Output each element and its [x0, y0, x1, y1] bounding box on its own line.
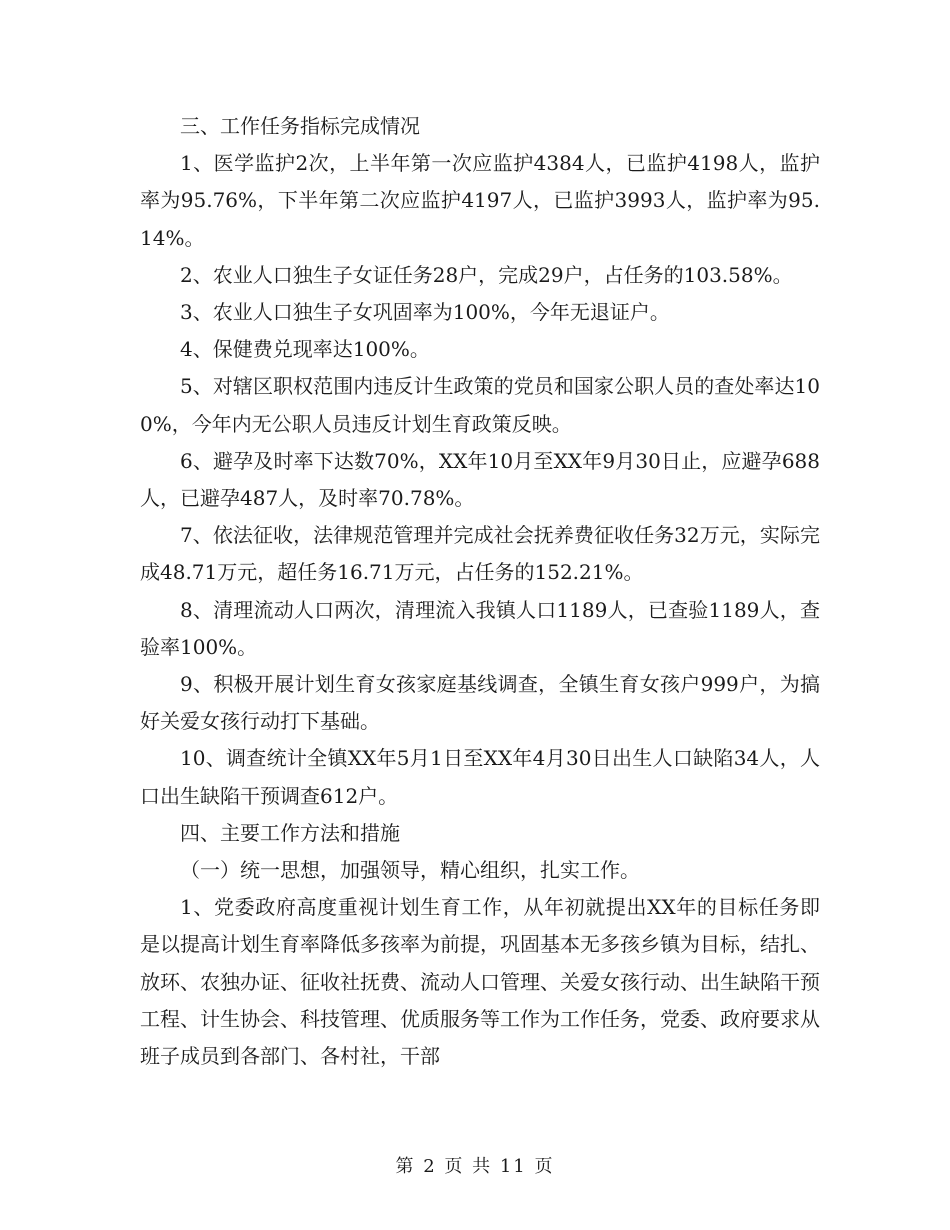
- paragraph-item-1: 1、医学监护2次，上半年第一次应监护4384人，已监护4198人，监护率为95.76%，下半年第二次应监护4197人，已监护3993人，监护率为95.14%。: [140, 151, 820, 250]
- paragraph-item-4: 4、保健费兑现率达100%。: [180, 337, 430, 362]
- paragraph-item-2: 2、农业人口独生子女证任务28户，完成29户，占任务的103.58%。: [180, 262, 793, 287]
- paragraph-item-7: 7、依法征收，法律规范管理并完成社会抚养费征收任务32万元，实际完成48.71万元，超任务16.71万元，占任务的152.21%。: [140, 523, 820, 585]
- paragraph-measure-1: 1、党委政府高度重视计划生育工作，从年初就提出XX年的目标任务即是以提高计划生育率降低多孩率为前提，巩固基本无多孩乡镇为目标，结扎、放环、农独办证、征收社抚费、流动人口管理、关爱女孩行动、出生缺陷干预工程、计生协会、科技管理、优质服务等工作为工作任务，党委、政府要求从班子成员到各部门、各村社，干部: [140, 895, 820, 1069]
- paragraph-item-5: 5、对辖区职权范围内违反计生政策的党员和国家公职人员的查处率达100%，今年内无公职人员违反计划生育政策反映。: [140, 374, 820, 436]
- section-heading-3: 三、工作任务指标完成情况: [180, 114, 420, 138]
- section-heading-4: 四、主要工作方法和措施: [180, 820, 400, 845]
- paragraph-item-3: 3、农业人口独生子女巩固率为100%，今年无退证户。: [180, 300, 670, 325]
- page-footer: 第 2 页 共 11 页: [395, 1156, 555, 1177]
- subsection-heading-1: （一）统一思想，加强领导，精心组织，扎实工作。: [180, 858, 640, 883]
- paragraph-item-6: 6、避孕及时率下达数70%，XX年10月至XX年9月30日止，应避孕688人，已避孕487人，及时率70.78%。: [140, 448, 820, 511]
- document-body: [140, 108, 820, 1075]
- paragraph-item-9: 9、积极开展计划生育女孩家庭基线调查，全镇生育女孩户999户，为搞好关爱女孩行动打下基础。: [140, 672, 820, 734]
- paragraph-item-10: 10、调查统计全镇XX年5月1日至XX年4月30日出生人口缺陷34人，人口出生缺陷干预调查612户。: [140, 746, 820, 808]
- paragraph-item-8: 8、清理流动人口两次，清理流入我镇人口1189人，已查验1189人，查验率100%。: [140, 597, 820, 659]
